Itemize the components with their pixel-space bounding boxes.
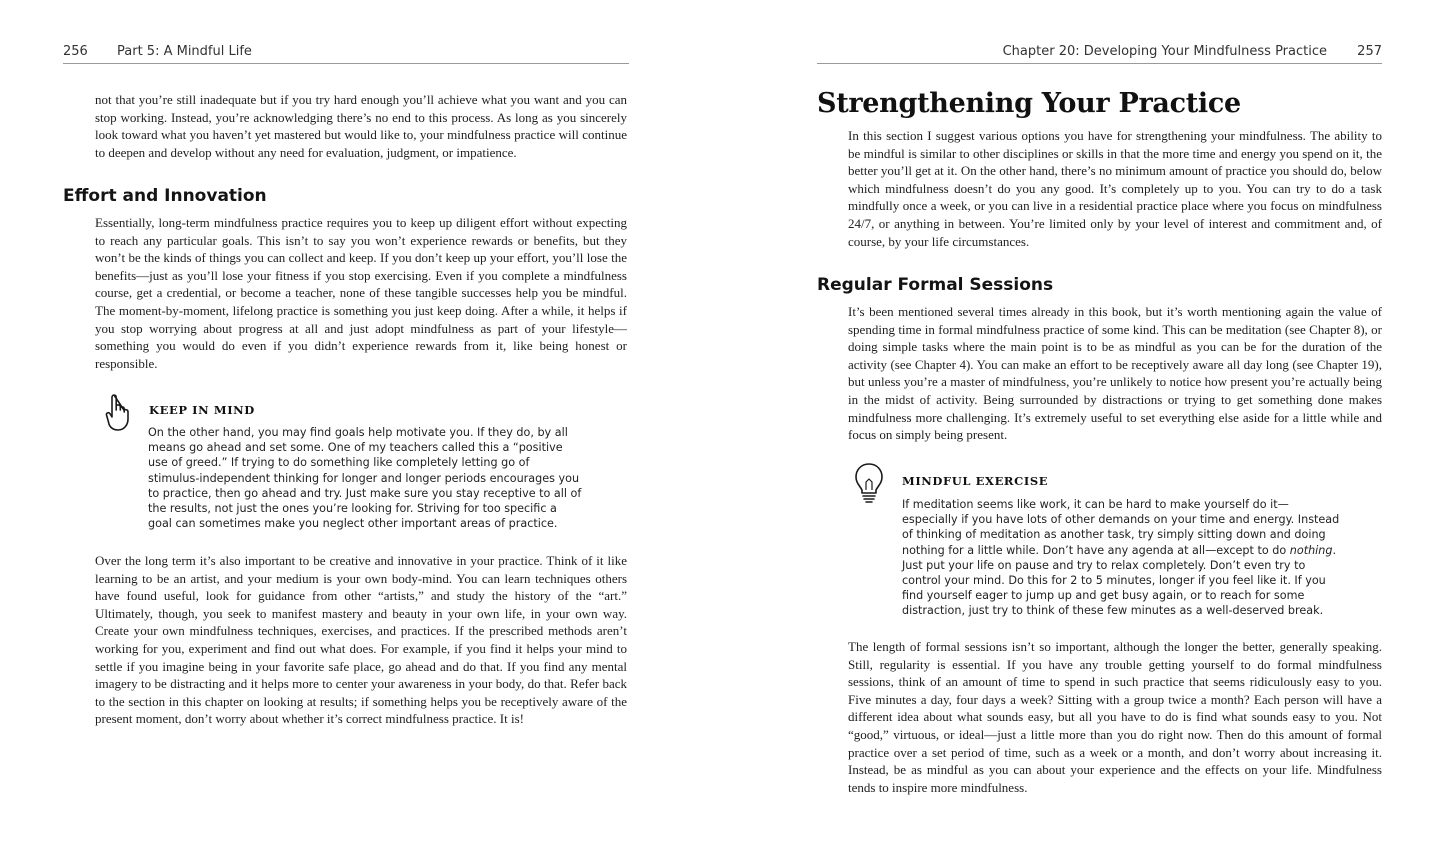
intro-paragraph-block-right xyxy=(848,127,1382,250)
running-head-left xyxy=(63,43,629,64)
closing-paragraph-block-right xyxy=(848,638,1382,796)
keep-in-mind-title: KEEP IN MIND xyxy=(149,403,255,417)
intro-paragraph-right: In this section I suggest various options you have for strengthening your mindfulness. The ability to be mindful is similar to other disciplines or skills in that the more time and energy you spend on it, the better you’ll get at it. On the other hand, there’s no minimum amount of practice you should do, below which mindfulness doesn’t do you any good. It’s completely up to you. You can try to do a task mindfully once a week, or you can live in a residential practice place where you focus on mindfulness 24/7, or anything in between. You’re limited only by your level of interest and commitment and, of course, by your life circumstances. xyxy=(848,128,1382,249)
running-head-right xyxy=(817,43,1382,64)
running-head-title-right: Chapter 20: Developing Your Mindfulness Practice xyxy=(1002,44,1327,59)
mindful-exercise-text-after: . Just put your life on pause and try to relax completely. Don’t even try to control your mind. Do this for 2 to 5 minutes, longer if you feel like it. If you find yourself eager to jump up and get busy again, or to reach for some distraction, just try to think of these few minutes as a well-deserved break. xyxy=(902,543,1337,618)
effort-paragraph-block xyxy=(95,214,627,372)
formal-sessions-paragraph-block xyxy=(848,303,1382,444)
mindful-exercise-text xyxy=(902,497,1342,619)
right-page xyxy=(722,0,1445,863)
pointing-hand-icon xyxy=(100,393,138,433)
running-head-title-left: Part 5: A Mindful Life xyxy=(117,44,252,59)
section-heading-regular-formal: Regular Formal Sessions xyxy=(817,275,1054,295)
effort-paragraph: Essentially, long-term mindfulness practice requires you to keep up diligent effort without expecting to reach any particular goals. This isn’t to say you won’t experience rewards or benefits, but they won’t be the kinds of things you can collect and keep. If you don’t keep up your effort, you’ll lose the benefits—just as you’ll lose your fitness if you stop exercising. Even if you complete a mindfulness course, get a credential, or become a teacher, none of these tangible successes help you be mindful. The moment-by-moment, lifelong practice is something you just keep doing. After a while, it helps if you stop worrying about progress at all and just adopt mindfulness as part of your lifestyle—something you would do even if you didn’t experience rewards from it, like being honest or responsible. xyxy=(95,215,627,371)
keep-in-mind-text: On the other hand, you may find goals help motivate you. If they do, by all means go ahead and set some. One of my teachers called this a “positive use of greed.” If trying to do something like completely letting go of stimulus-independent thinking for longer and longer periods encourages you to practice, then go ahead and try. Just make sure you stay receptive to all of the results, not just the ones you’re looking for. Striving for too specific a goal can sometimes make you neglect other important areas of practice. xyxy=(148,426,582,531)
main-heading-strengthening: Strengthening Your Practice xyxy=(817,88,1241,119)
closing-paragraph-left: Over the long term it’s also important to be creative and innovative in your practice. Think of it like learning to be an artist, and your medium is your own body-mind. You can learn techniques others have found useful, look for guidance from other “artists,” and study the history of the “art.” Ultimately, though, you seek to manifest mastery and beauty in your own life, in your own way. Create your own mindfulness techniques, exercises, and practices. If the prescribed methods aren’t working for you, experiment and find out what does. For example, if you find it helps your mind to settle if you imagine being in your favorite safe place, go ahead and do that. If you find any mental imagery to be distracting and it helps more to center your awareness in your body, do that. Refer back to the section in this chapter on looking at results; if something helps you be receptively aware of the present moment, don’t worry about whether it’s correct mindfulness practice. It is! xyxy=(95,553,627,727)
mindful-exercise-title: MINDFUL EXERCISE xyxy=(902,474,1049,488)
formal-sessions-paragraph: It’s been mentioned several times already in this book, but it’s worth mentioning again the value of spending time in formal mindfulness practice of some kind. This can be meditation (see Chapter 8), or doing simple tasks where the main point is to be as mindful as you can be for the duration of the activity (see Chapter 4). You can make an effort to be receptively aware all day long (see Chapter 19), but unless you’re a master of mindfulness, you’re unlikely to notice how present you’re actually being in the midst of activity. Being surrounded by distractions or trying to get something done makes mindfulness more challenging. It’s extremely useful to set everything else aside for a little while and focus on simply being present. xyxy=(848,304,1382,443)
lightbulb-icon xyxy=(852,462,886,504)
intro-paragraph-left: not that you’re still inadequate but if you try hard enough you’ll achieve what you want and you can stop working. Instead, you’re acknowledging there’s no end to this process. As long as you sincerely look toward what you haven’t yet mastered but would like to, your mindfulness practice will continue to deepen and develop without any need for evaluation, judgment, or impatience. xyxy=(95,92,627,160)
left-page xyxy=(0,0,722,863)
page-number-left: 256 xyxy=(63,44,88,59)
closing-paragraph-right: The length of formal sessions isn’t so important, although the longer the better, generally speaking. Still, regularity is essential. If you have any trouble getting yourself to do formal mindfulness sessions, think of an amount of time to spend in such practice that seems ridiculously easy to you. Five minutes a day, four days a week? Sitting with a group twice a month? Each person will have a different idea about what sounds easy, but all you have to do is find what sounds easy to you. Not “good,” virtuous, or ideal—just a little more than you do right now. Then do this amount of formal practice over a set period of time, such as a week or a month, and don’t worry about increasing it. Instead, be as mindful as you can about your experience and the effects on your life. Mindfulness tends to inspire more mindfulness. xyxy=(848,639,1382,795)
closing-paragraph-block-left xyxy=(95,552,627,728)
mindful-exercise-emphasis: nothing xyxy=(1289,543,1333,557)
intro-paragraph-block-left xyxy=(95,91,627,161)
mindful-exercise-text-before: If meditation seems like work, it can be hard to make yourself do it—especially if you have lots of other demands on your time and energy. Instead of thinking of meditation as another task, try simply sitting down and doing nothing for a little while. Don’t have any agenda at all—except to do xyxy=(902,498,1340,557)
section-heading-effort-innovation: Effort and Innovation xyxy=(63,186,267,206)
page-number-right: 257 xyxy=(1357,44,1382,59)
